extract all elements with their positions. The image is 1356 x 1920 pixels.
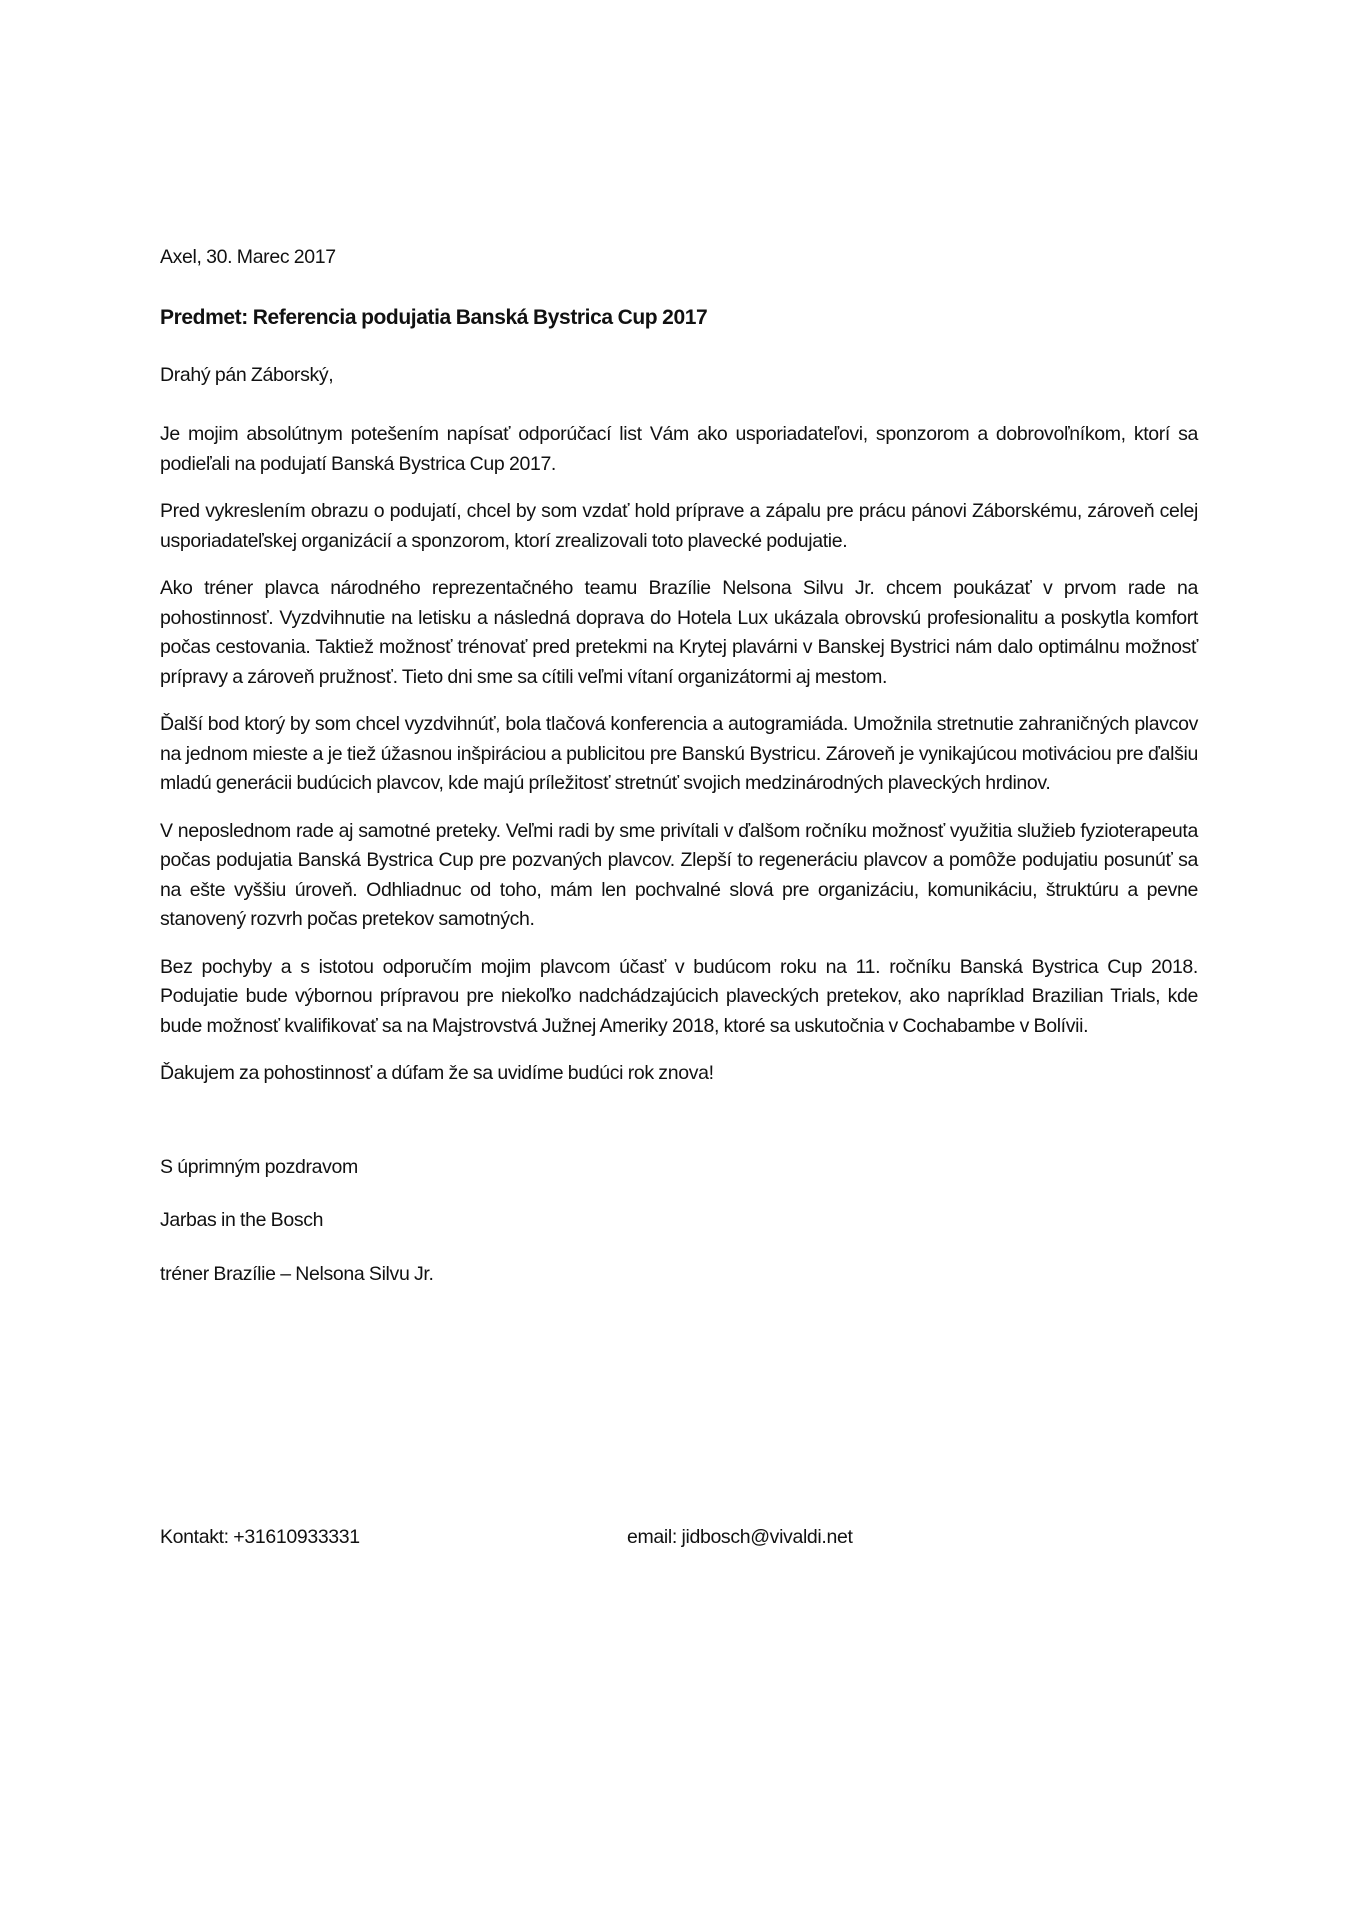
paragraph-press-conference: Ďalší bod ktorý by som chcel vyzdvihnúť, bola tlačová konferencia a autogramiáda. Umožnila stretnutie zahraničných plavcov na jednom mieste a je tiež úžasnou inšpiráciou a publicitou pre Banskú Bystricu. Zároveň je vynikajúcou motiváciou pre ďalšiu mladú generácii budúcich plavcov, kde majú príležitosť stretnúť svojich medzinárodných plaveckých hrdinov. [160, 713, 1198, 794]
paragraph-intro: Je mojim absolútnym potešením napísať odporúčací list Vám ako usporiadateľovi, sponzorom a dobrovoľníkom, ktorí sa podieľali na podujatí Banská Bystrica Cup 2017. [160, 423, 1198, 475]
contact-email[interactable]: email: jidbosch@vivaldi.net [627, 1526, 853, 1548]
contact-row [160, 1523, 1198, 1553]
paragraph-competition: V neposlednom rade aj samotné preteky. Veľmi radi by sme privítali v ďalšom ročníku možnosť využitia služieb fyzioterapeuta počas podujatia Banská Bystrica Cup pre pozvaných plavcov. Zlepší to regeneráciu plavcov a pomôže podujatiu posunúť sa na ešte vyššiu úroveň. Odhliadnuc od toho, mám len pochvalné slová pre organizáciu, komunikáciu, štruktúru a pevne stanovený rozvrh počas pretekov samotných. [160, 819, 1198, 930]
closing-salutation: S úprimným pozdravom [160, 1155, 358, 1178]
paragraph-recommendation: Bez pochyby a s istotou odporučím mojim plavcom účasť v budúcom roku na 11. ročníku Banská Bystrica Cup 2018. Podujatie bude výbornou prípravou pre niekoľko nadchádzajúcich plaveckých pretekov, ako napríklad Brazilian Trials, kde bude možnosť kvalifikovať sa na Majstrovstvá Južnej Ameriky 2018, ktoré sa uskutočnia v Cochabambe v Bolívii. [160, 955, 1198, 1037]
letter-page [160, 243, 1198, 1548]
subject-line: Predmet: Referencia podujatia Banská Bystrica Cup 2017 [160, 305, 708, 329]
date-line: Axel, 30. Marec 2017 [160, 246, 336, 268]
contact-phone: Kontakt: +31610933331 [160, 1526, 360, 1548]
signature-role: tréner Brazílie – Nelsona Silvu Jr. [160, 1262, 434, 1285]
paragraph-thanks: Ďakujem za pohostinnosť a dúfam že sa uvidíme budúci rok znova! [160, 1062, 714, 1084]
paragraph-acknowledgement: Pred vykreslením obrazu o podujatí, chcel by som vzdať hold príprave a zápalu pre prácu pánovi Záborskému, zároveň celej usporiadateľskej organizácií a sponzorom, ktorí zrealizovali toto plavecké podujatie. [160, 500, 1198, 552]
signature-name: Jarbas in the Bosch [160, 1209, 324, 1231]
greeting: Drahý pán Záborský, [160, 363, 334, 386]
paragraph-hospitality: Ako tréner plavca národného reprezentačného teamu Brazílie Nelsona Silvu Jr. chcem poukázať v prvom rade na pohostinnosť. Vyzdvihnutie na letisku a následná doprava do Hotela Lux ukázala obrovskú profesionalitu a poskytla komfort počas cestovania. Taktiež možnosť trénovať pred pretekmi na Krytej plavárni v Banskej Bystrici nám dalo optimálnu možnosť prípravy a zároveň pružnosť. Tieto dni sme sa cítili veľmi vítaní organizátormi aj mestom. [160, 577, 1198, 688]
